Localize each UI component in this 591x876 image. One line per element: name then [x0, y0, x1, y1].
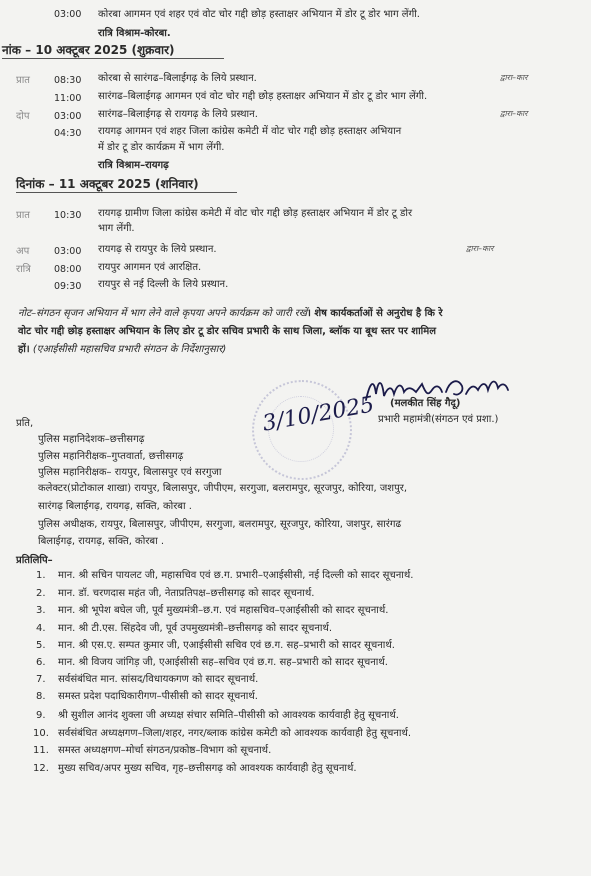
day1-row1-time: 08:30: [54, 75, 82, 86]
pratilipi-item-8: समस्त प्रदेश पदाधिकारीगण–पीसीसी को सादर सूचनार्थ.: [58, 691, 258, 702]
top-night-stay: रात्रि विश्राम-कोरबा.: [98, 28, 171, 39]
day1-row3-time: 03:00: [54, 111, 82, 122]
day2-heading-underline: [16, 192, 237, 193]
day1-heading: नांक – 10 अक्टूबर 2025 (शुक्रवार): [2, 43, 175, 57]
signatory-name: (मलकीत सिंह गैदू): [390, 398, 461, 409]
pratilipi-num-3: 3.: [36, 605, 46, 616]
prati-line-4: कलेक्टर(प्रोटोकाल शाखा) रायपुर, बिलासपुर, जीपीएम, सरगुजा, बलरामपुर, सूरजपुर, कोरिया, जशपुर,: [38, 483, 408, 494]
prati-label: प्रति,: [16, 418, 34, 429]
pratilipi-num-4: 4.: [36, 623, 46, 634]
day1-row3-via: द्वारा–कार: [500, 109, 528, 118]
top-text: कोरबा आगमन एवं शहर एवं वोट चोर गद्दी छोड़ हस्ताक्षर अभियान में डोर टू डोर भाग लेंगी.: [98, 9, 420, 20]
pratilipi-item-11: समस्त अध्यक्षगण–मोर्चा संगठन/प्रकोष्ठ–विभाग को सूचनार्थ.: [58, 745, 272, 756]
day2-row4-time: 09:30: [54, 281, 82, 292]
day2-row1-time: 10:30: [54, 210, 82, 221]
pratilipi-item-1: मान. श्री सचिन पायलट जी, महासचिव एवं छ.ग. प्रभारी–एआईसीसी, नई दिल्ली को सादर सूचनार्थ.: [58, 570, 414, 581]
day2-row4-text: रायपुर से नई दिल्ली के लिये प्रस्थान.: [98, 279, 229, 290]
day2-row3-period: रात्रि: [16, 264, 31, 275]
day1-row2-time: 11:00: [54, 93, 82, 104]
pratilipi-item-10: सर्वसंबंधित अध्यक्षगण–जिला/शहर, नगर/ब्लाक कांग्रेस कमेटी को आवश्यक कार्यवाही हेतु सूचनार्थ.: [58, 728, 412, 739]
pratilipi-num-12: 12.: [33, 763, 49, 774]
pratilipi-item-2: मान. डॉ. चरणदास महंत जी, नेताप्रतिपक्ष–छत्तीसगढ़ को सादर सूचनार्थ.: [58, 588, 315, 599]
prati-line-2: पुलिस महानिरीक्षक–गुप्तवार्ता, छत्तीसगढ़: [38, 451, 184, 462]
signatory-title: प्रभारी महामंत्री(संगठन एवं प्रशा.): [378, 414, 499, 425]
handwritten-date: 3/10/2025: [260, 392, 377, 437]
note-line-3-bold: हों।: [18, 344, 30, 355]
pratilipi-item-12: मुख्य सचिव/अपर मुख्य सचिव, गृह–छत्तीसगढ़ को आवश्यक कार्यवाही हेतु सूचनार्थ.: [58, 763, 357, 774]
day1-row4-text: रायगढ़ आगमन एवं शहर जिला कांग्रेस कमेटी में वोट चोर गद्दी छोड़ हस्ताक्षर अभियान: [98, 126, 402, 137]
day2-row1-text2: भाग लेंगी.: [98, 223, 135, 234]
pratilipi-num-7: 7.: [36, 674, 46, 685]
day2-row1-text: रायगढ़ ग्रामीण जिला कांग्रेस कमेटी में वोट चोर गद्दी छोड़ हस्ताक्षर अभियान में डोर टू डोर: [98, 208, 413, 219]
pratilipi-label: प्रतिलिपि–: [16, 555, 53, 566]
day1-row1-via: द्वारा–कार: [500, 73, 528, 82]
day1-row1-text: कोरबा से सारंगढ–बिलाईगढ़ के लिये प्रस्थान.: [98, 73, 257, 84]
pratilipi-item-6: मान. श्री विजय जांगिड़ जी, एआईसीसी सह–सचिव एवं छ.ग. सह–प्रभारी को सादर सूचनार्थ.: [58, 657, 388, 668]
day2-heading: दिनांक – 11 अक्टूबर 2025 (शनिवार): [16, 177, 199, 191]
note-line-2: वोट चोर गद्दी छोड़ हस्ताक्षर अभियान के लिए डोर टू डोर सचिव प्रभारी के साथ जिला, ब्लॉक या बूथ स्तर पर शामिल: [18, 326, 437, 337]
pratilipi-num-6: 6.: [36, 657, 46, 668]
pratilipi-item-3: मान. श्री भूपेश बघेल जी, पूर्व मुख्यमंत्री–छ.ग. एवं महासचिव–एआईसीसी को सादर सूचनार्थ.: [58, 605, 389, 616]
pratilipi-num-10: 10.: [33, 728, 49, 739]
pratilipi-num-5: 5.: [36, 640, 46, 651]
note-line-3: [18, 342, 226, 357]
day2-row2-period: अप: [16, 246, 30, 257]
prati-line-5: सारंगढ़ बिलाईगढ़, रायगढ़, सक्ति, कोरबा .: [38, 501, 192, 512]
prati-line-1: पुलिस महानिदेशक–छत्तीसगढ़: [38, 434, 145, 445]
day1-heading-underline: [2, 58, 224, 59]
pratilipi-num-8: 8.: [36, 691, 46, 702]
note-line-1-italic: नोट–संगठन सृजन अभियान में भाग लेने वाले कृपया अपने कार्यक्रम को जारी रखें: [18, 308, 308, 319]
note-line-3-italic: (एआईसीसी महासचिव प्रभारी संगठन के निर्देशानुसार): [32, 344, 227, 355]
prati-line-6: पुलिस अधीक्षक, रायपुर, बिलासपुर, जीपीएम, सरगुजा, बलरामपुर, सूरजपुर, कोरिया, जशपुर, सारंगढ: [38, 519, 402, 530]
day2-row3-time: 08:00: [54, 264, 82, 275]
pratilipi-item-7: सर्वसंबंधित मान. सांसद/विधायकगण को सादर सूचनार्थ.: [58, 674, 259, 685]
day2-row2-text: रायगढ़ से रायपुर के लिये प्रस्थान.: [98, 244, 217, 255]
day2-row1-period: प्रात: [16, 210, 30, 221]
prati-line-7: बिलाईगढ़, रायगढ़, सक्ति, कोरबा .: [38, 536, 165, 547]
day1-row2-text: सारंगढ–बिलाईगढ़ आगमन एवं वोट चोर गद्दी छोड़ हस्ताक्षर अभियान में डोर टू डोर भाग लेंगी.: [98, 91, 428, 102]
pratilipi-num-2: 2.: [36, 588, 46, 599]
pratilipi-num-1: 1.: [36, 570, 46, 581]
note-line-1: [18, 306, 443, 321]
pratilipi-num-9: 9.: [36, 710, 46, 721]
pratilipi-item-4: मान. श्री टी.एस. सिंहदेव जी, पूर्व उपमुख्यमंत्री–छत्तीसगढ़ को सादर सूचनार्थ.: [58, 623, 333, 634]
day2-row2-time: 03:00: [54, 246, 82, 257]
pratilipi-item-5: मान. श्री एस.ए. सम्पत कुमार जी, एआईसीसी सचिव एवं छ.ग. सह–प्रभारी को सादर सूचनार्थ.: [58, 640, 395, 651]
day1-row4-time: 04:30: [54, 128, 82, 139]
prati-line-3: पुलिस महानिरीक्षक– रायपुर, बिलासपुर एवं सरगुजा: [38, 467, 222, 478]
day1-row3-text: सारंगढ–बिलाईगढ़ से रायगढ़ के लिये प्रस्थान.: [98, 109, 258, 120]
day2-row3-text: रायपुर आगमन एवं आरक्षित.: [98, 262, 202, 273]
day1-night-stay: रात्रि विश्राम–रायगढ़: [98, 160, 169, 171]
top-time: 03:00: [54, 9, 82, 20]
note-line-1-bold: । शेष कार्यकर्ताओं से अनुरोध है कि रे: [307, 308, 443, 319]
day1-row3-period: दोप: [16, 111, 30, 122]
day2-row2-via: द्वारा–कार: [466, 244, 494, 253]
day1-row1-period: प्रात: [16, 75, 30, 86]
pratilipi-num-11: 11.: [33, 745, 49, 756]
pratilipi-item-9: श्री सुशील आनंद शुक्ला जी अध्यक्ष संचार समिति–पीसीसी को आवश्यक कार्यवाही हेतु सूचनार्थ.: [58, 710, 399, 721]
day1-row4-text2: में डोर टू डोर कार्यक्रम में भाग लेंगी.: [98, 142, 225, 153]
